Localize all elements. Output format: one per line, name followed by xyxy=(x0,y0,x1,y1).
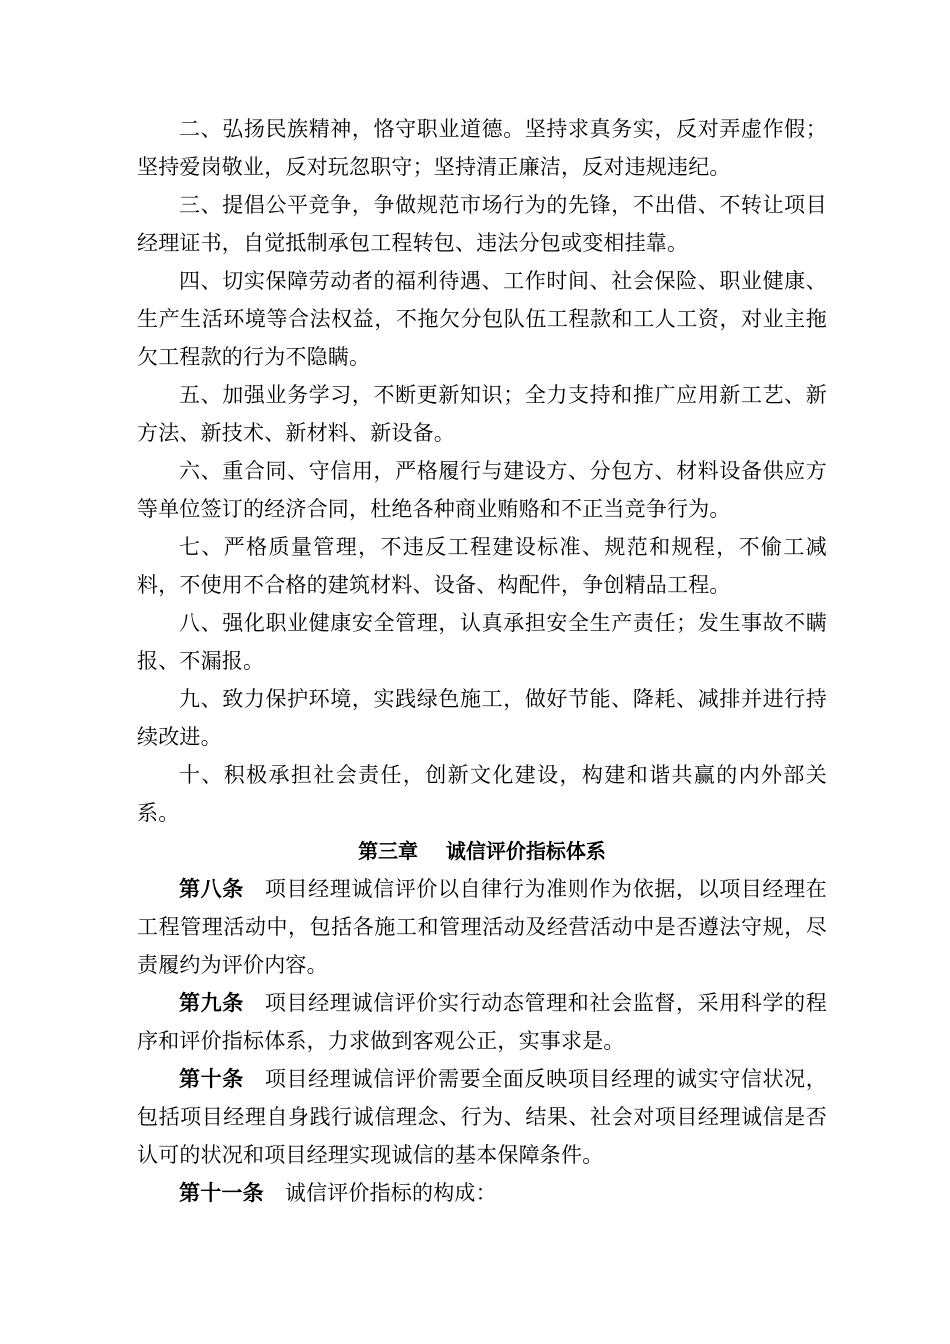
article-8-label: 第八条 xyxy=(179,877,244,901)
document-body xyxy=(137,110,827,1212)
article-9-text: 项目经理诚信评价实行动态管理和社会监督，采用科学的程序和评价指标体系，力求做到客观公正，实事求是。 xyxy=(137,991,827,1053)
article-8 xyxy=(137,870,827,984)
article-11-label: 第十一条 xyxy=(179,1181,264,1205)
chapter-title: 第三章 诚信评价指标体系 xyxy=(358,839,606,863)
article-11-text: 诚信评价指标的构成： xyxy=(284,1181,497,1205)
article-11 xyxy=(137,1174,827,1212)
paragraph-item-8: 八、强化职业健康安全管理，认真承担安全生产责任；发生事故不瞒报、不漏报。 xyxy=(137,611,827,673)
paragraph-item-5: 五、加强业务学习，不断更新知识；全力支持和推广应用新工艺、新方法、新技术、新材料、新设备。 xyxy=(137,383,827,445)
article-9 xyxy=(137,984,827,1060)
article-10-label: 第十条 xyxy=(179,1067,244,1091)
paragraph-item-4: 四、切实保障劳动者的福利待遇、工作时间、社会保险、职业健康、生产生活环境等合法权益，不拖欠分包队伍工程款和工人工资，对业主拖欠工程款的行为不隐瞒。 xyxy=(137,269,827,369)
article-9-label: 第九条 xyxy=(179,991,244,1015)
paragraph-item-10: 十、积极承担社会责任，创新文化建设，构建和谐共赢的内外部关系。 xyxy=(137,763,827,825)
paragraph-item-2: 二、弘扬民族精神，恪守职业道德。坚持求真务实，反对弄虚作假；坚持爱岗敬业，反对玩忽职守；坚持清正廉洁，反对违规违纪。 xyxy=(137,117,827,179)
paragraph-item-7: 七、严格质量管理，不违反工程建设标准、规范和规程，不偷工减料，不使用不合格的建筑材料、设备、构配件，争创精品工程。 xyxy=(137,535,827,597)
article-10-text: 项目经理诚信评价需要全面反映项目经理的诚实守信状况，包括项目经理自身践行诚信理念、行为、结果、社会对项目经理诚信是否认可的状况和项目经理实现诚信的基本保障条件。 xyxy=(137,1067,827,1167)
paragraph-item-3: 三、提倡公平竞争，争做规范市场行为的先锋，不出借、不转让项目经理证书，自觉抵制承包工程转包、违法分包或变相挂靠。 xyxy=(137,193,827,255)
article-8-text: 项目经理诚信评价以自律行为准则作为依据，以项目经理在工程管理活动中，包括各施工和管理活动及经营活动中是否遵法守规，尽责履约为评价内容。 xyxy=(137,877,827,977)
article-10 xyxy=(137,1060,827,1174)
paragraph-item-9: 九、致力保护环境，实践绿色施工，做好节能、降耗、减排并进行持续改进。 xyxy=(137,687,827,749)
paragraph-item-6: 六、重合同、守信用，严格履行与建设方、分包方、材料设备供应方等单位签订的经济合同，杜绝各种商业贿赂和不正当竞争行为。 xyxy=(137,459,827,521)
